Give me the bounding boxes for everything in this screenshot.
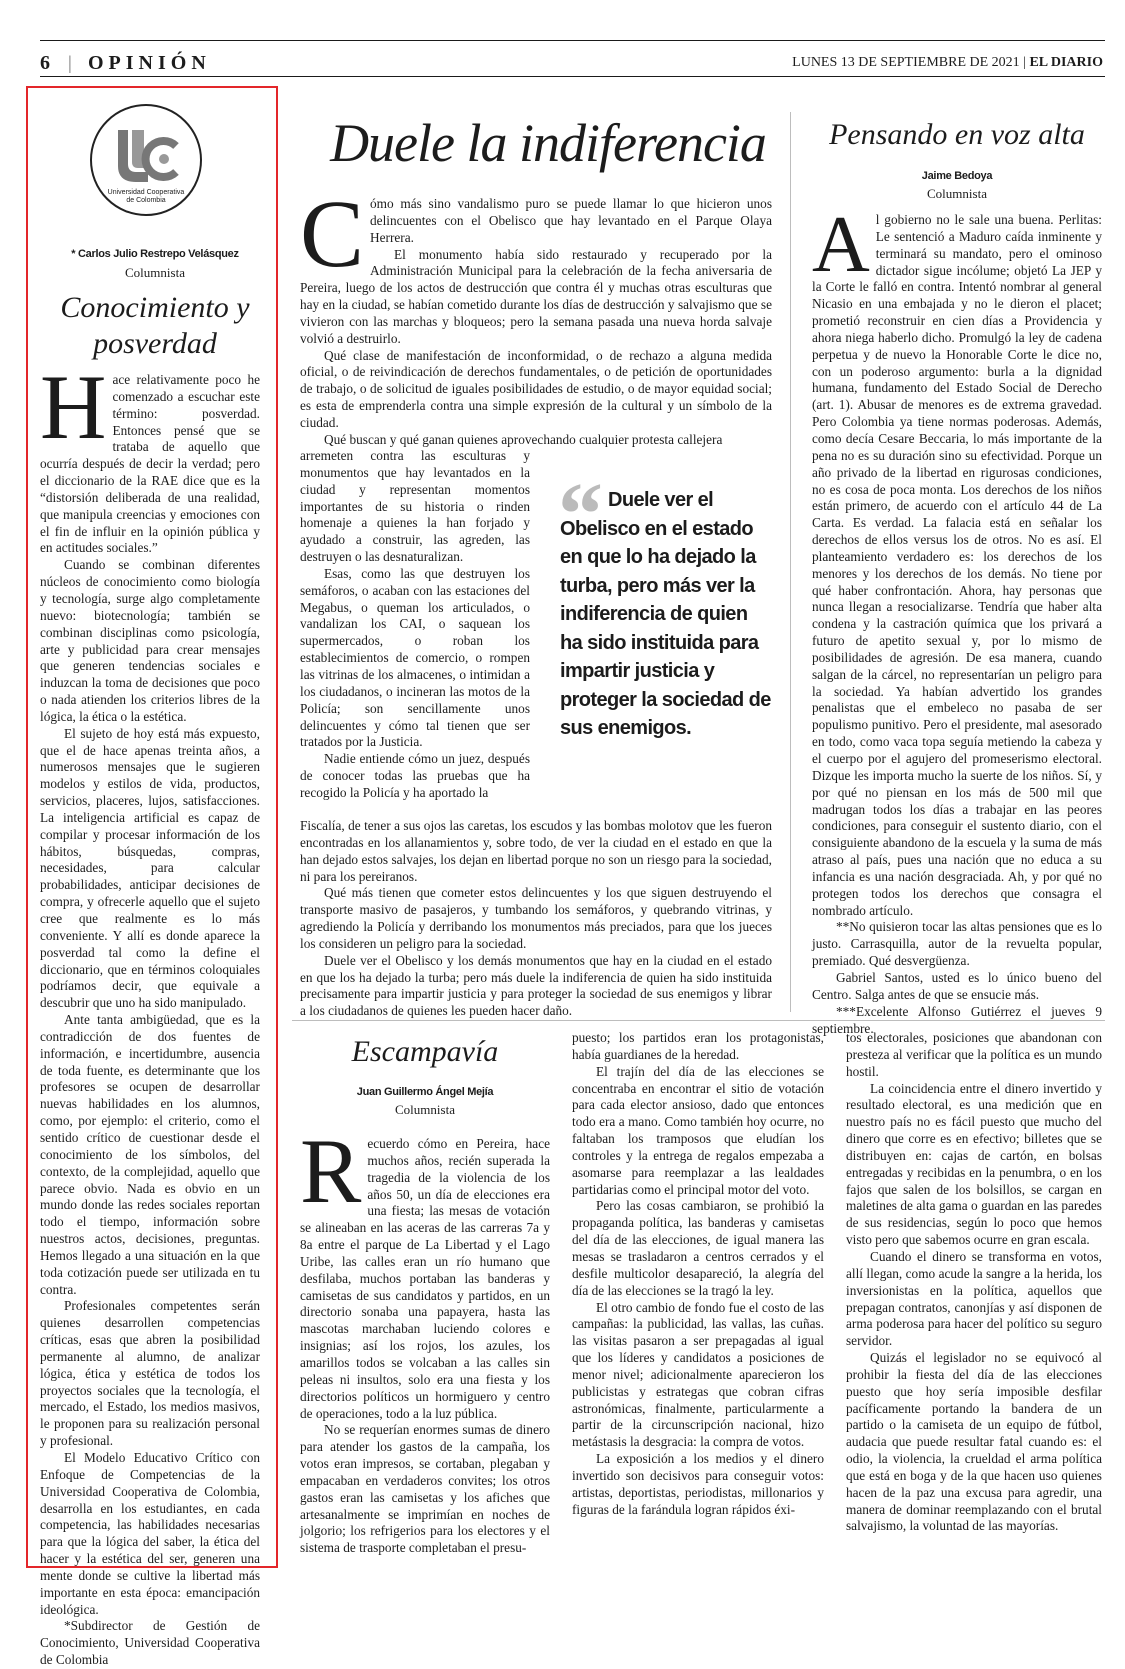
- left-title-line1: Conocimiento y: [60, 291, 250, 324]
- main-dropcap: C: [300, 180, 365, 287]
- main-article-bottom: [300, 818, 772, 1020]
- dateline: [792, 55, 1103, 71]
- bottom-paragraph: La exposición a los medios y el dinero invertido son decisivos para conseguir votos: artistas, deportistas, periodistas, millonarios y figuras de la farándula logran rápidos éxi-: [572, 1451, 824, 1517]
- pull-quote: Duele ver el Obelisco en el estado en que lo ha dejado la turba, pero más ver la indiferencia de quien ha sido instituida para impartir justicia y proteger la sociedad de sus enemigos.: [560, 489, 771, 739]
- right-dropcap: A: [812, 201, 870, 289]
- main-paragraph: Duele ver el Obelisco y los demás monumentos que hay en la ciudad en el estado en que los ha dejado la turba; pero más duele la indiferencia de quien ha sido instituida precisamente para impartir justicia y para proteger la sociedad de sus enemigos y librar a los ciudadanos de quienes les pueden hacer daño.: [300, 952, 772, 1019]
- bottom-col-1: [300, 1120, 550, 1557]
- universidad-cooperativa-logo: [88, 102, 204, 218]
- bottom-paragraph: Cuando el dinero se transforma en votos, allí llegan, como acude la sangre a la herida, los inversionistas en la política, aquellos que prepagan contratos, canonjías y así disponen de arma poderosa para hacer del político su seguro servidor.: [846, 1248, 1102, 1349]
- left-paragraph: Cuando se combinan diferentes núcleos de conocimiento como biología y tecnología, surge algo completamente nuevo: biotecnología; también se combinan disciplinas como psicología, arte y publicidad para crear mensajes que generen tendencias sociales e induzcan la toma de decisiones que poco o nada atienden los criterios libres de la lógica, la ética o la estética.: [40, 557, 260, 724]
- left-paragraph: El sujeto de hoy está más expuesto, que el de hace apenas treinta años, a numerosos mensajes que le sugieren modelos y estilos de vida, productos, servicios, placeres, lujos, satisfacciones. La inteligencia artificial es capaz de compilar y procesar información de los hábitos, búsquedas, compras, necesidades, para calcular probabilidades, anticipar decisiones de compra, y ofrecerle aquello que el sujeto cree que realmente es lo más conveniente. Y allí es donde aparece la posverdad tal como la define el diccionario, que en términos coloquiales podríamos decir, que equivale a descubrir que uno ha sido manipulado.: [40, 725, 260, 1011]
- bottom-paragraph: Quizás el legislador no se equivocó al prohibir la fiesta del día de las elecciones puesto que hoy sería imposible desfilar pacíficamente portando la bandera de un partido o la camiseta de un equipo de fútbol, audacia que puede resultar fatal cuando es: el odio, la violencia, la crueldad el arma política que está en boga y de la que hacen uso quienes hacen de la paz una excusa para agredir, una manera de dominar reemplazando con el brutal salvajismo, la voluntad de las mayorías.: [846, 1350, 1102, 1534]
- main-paragraph: arremeten contra las esculturas y monumentos que hay levantados en la ciudad y representan momentos importantes de su historia o rinden homenaje a quienes la han forjado y ayudado a construir, las agreden, las destruyen o las desnaturalizan.: [300, 448, 530, 565]
- bottom-byline: Juan Guillermo Ángel Mejía: [356, 1086, 494, 1098]
- quote-mark-icon: “: [558, 465, 603, 564]
- main-paragraph: El monumento había sido restaurado y recuperado por la Administración Municipal para la celebración de la fecha aniversaria de Pereira, luego de los actos de destrucción que contra él y muchas otras esculturas que hay en la ciudad, se habían cometido durante los días de destrucción y salvajismo que se vivieron con las marchas y bloqueos; pero la semana pasada una nueva horda salvaje volvió a destruirlo.: [300, 246, 772, 346]
- header-separator: |: [68, 53, 72, 74]
- left-paragraph: El Modelo Educativo Crítico con Enfoque de Competencias de la Universidad Cooperativa de Colombia, desarrolla en los estudiantes, en cada competencia, las habilidades necesarias para que la lógica del saber, la ética del hacer y la estética del ser, generen una mente donde se cultive la libertad más importante en esta época: emancipación ideológica.: [40, 1450, 260, 1617]
- bottom-paragraph: El trajín del día de las elecciones se concentraba en encontrar el sitio de votación para cada elector ansioso, dado que entonces todo era a mano. Como también hoy ocurre, no faltaban los tramposos que eludían los controles y la entrega de regalos empezaba a asomarse para reemplazar a las lealdades partidarias como el principal motor del voto.: [572, 1063, 824, 1197]
- right-article-title: Pensando en voz alta: [829, 118, 1085, 151]
- left-paragraph: ace relativamente poco he comenzado a escuchar este término: posverdad. Entonces pensé que se trataba de aquello que ocurría después de decir la verdad; pero el diccionario de la RAE dice que es la “distorsión deliberada de una realidad, que manipula creencias y emociones con el fin de influir en la opinión pública y en actitudes sociales.”: [40, 372, 260, 556]
- right-paragraph: **No quisieron tocar las altas pensiones que es lo justo. Carrasquilla, autor de la revuelta popular, premiado. Qué desvergüenza.: [812, 919, 1102, 969]
- right-paragraph: l gobierno no le sale una buena. Perlitas: Le sentenció a Maduro caída inminente y terminará su mandato, pero el ominoso dictador sigue incólume; objetó La JEP y la Corte le falló en contra. Intentó nombrar al general Nicasio en una embajada y no le dieron el placet; prometió reconstruir en cien días a Providencia y ahora niega haberlo dicho. Promulgó la ley de cadena perpetua y de nuevo la Honorable Corte le dice no, con un poderoso argumento: burla a la dignidad humana, fundamento del Estado Social de Derecho (art. 1). Abusar de menores es de extrema gravedad. Pero Colombia ya tiene normas poderosas. Además, como decía Cesare Beccaria, lo más importante de la pena no es su duración sino su efectividad. Porque un año privado de la libertad en rigurosas condiciones, no es cosa de poca monta. Los derechos de los niños están primero, de acuerdo con el artículo 44 de La Carta. Es verdad. La falacia está en señalar los derechos de ellos versus los de otros. No es así. El planteamiento verdadero es: los derechos de los menores y los derechos de los demás. No tiene por qué haber confrontación. Ahora, hay personas que nunca llegan a resocializarse. Tendría que haber alta condena y la castración química que los privará a futuro de apetito sexual y, por lo mismo de posibilidades de agresión. De esa manera, cuando salgan de la cárcel, no representarían un peligro para la sociedad. Ya habían advertido los grandes penalistas que el embeleco no pasaba de ser populismo punitivo. Pero el presidente, mal asesorado en todo, como vaca topa seguía metiendo la cabeza y el cuerpo por el agujero del promeserismo electoral. Dizque les importa mucho la suerte de los niños. Sí, y por qué no piensan en los más de 500 mil que madrugan todos los días a trabajar en las peores condiciones, para conseguir el sustento diario, con el consiguiente abandono de la escuela y la suma de más atraso al país, pues una nación que no educa a su infancia es una nación desgraciada. Ah, y por qué no protegen todos los derechos que consagra el nombrado artículo.: [812, 212, 1102, 918]
- left-article-title: [40, 290, 270, 362]
- bottom-col-3: [846, 1030, 1102, 1535]
- bottom-article-title: Escampavía: [351, 1035, 499, 1068]
- right-paragraph: ***Excelente Alfonso Gutiérrez el jueves 9 septiembre.: [812, 1003, 1102, 1036]
- main-paragraph: ómo más sino vandalismo puro se puede llamar lo que hicieron unos delincuentes con el Obelisco que hay levantado en el Parque Olaya Herrera.: [370, 196, 772, 245]
- logo-line1: Universidad Cooperativa: [107, 189, 185, 196]
- bottom-paragraph: tos electorales, posiciones que abandonan con presteza al verificar que la política es un mundo hostil.: [846, 1030, 1102, 1079]
- section-name: OPINIÓN: [88, 52, 211, 74]
- left-article-body: [40, 356, 260, 1669]
- bottom-paragraph: La coincidencia entre el dinero invertido y resultado electoral, es una medición que en nuestro país no es fácil puesto que mucho del dinero que corre es en efectivo; billetes que se distribuyen en: cajas de cartón, en bolsas entregadas y recibidas en la penumbra, o en los fajos que salen de los bolsillos, se cargan en maletines de alta gama o guardan en las paredes de sus residencias, según lo poco que hemos visto pero que sabemos ocurre en gran escala.: [846, 1080, 1102, 1248]
- bottom-col-2: [572, 1030, 824, 1518]
- main-paragraph: Esas, como las que destruyen los semáforos, o acaban con las estaciones del Megabus, o queman los articulados, o vandalizan los CAI, o saquean los supermercados, o roban los establecimientos de comercio, o rompen las vitrinas de los almacenes, o intimidan a los ciudadanos, o incineran las motos de la Policía; son sencillamente unos delincuentes y cómo tal tienen que ser tratados por la Justicia.: [300, 565, 530, 750]
- left-dropcap: H: [40, 356, 107, 458]
- bottom-dropcap: R: [300, 1120, 362, 1222]
- header-rule: [40, 76, 1105, 77]
- right-paragraph: Gabriel Santos, usted es lo único bueno del Centro. Salga antes de que se ensucie más.: [812, 969, 1102, 1002]
- main-paragraph: Qué más tienen que cometer estos delincuentes y los que siguen destruyendo el transporte masivo de pasajeros, y tumbando los semáforos, y quebrando vitrinas, y agrediendo la Policía y derribando los monumentos más preciados, para que los jueces los consideren un peligro para la sociedad.: [300, 885, 772, 951]
- newspaper-name: EL DIARIO: [1029, 55, 1103, 70]
- right-byline: Jaime Bedoya: [921, 170, 993, 182]
- issue-date: LUNES 13 DE SEPTIEMBRE DE 2021: [792, 55, 1020, 70]
- left-byline: * Carlos Julio Restrepo Velásquez: [71, 248, 239, 260]
- main-article-top: [300, 180, 772, 449]
- main-paragraph: Nadie entiende cómo un juez, después de conocer todas las pruebas que ha recogido la Policía y ha aportado la: [300, 751, 530, 800]
- bottom-paragraph: No se requerían enormes sumas de dinero para atender los gastos de la campaña, los votos eran impresos, se cortaban, plegaban y empacaban en verdaderos convites; los otros gastos eran las camisetas y los afiches que artesanalmente se imprimían en noches de jolgorio; los refrigerios para los electores y el sistema de trasporte completaban el presu-: [300, 1422, 550, 1556]
- page-number: 6: [40, 52, 50, 74]
- left-paragraph: Ante tanta ambigüedad, que es la contradicción de dos fuentes de información, e incertidumbre, ausencia de toda fuente, es determinante que los profesores se ocupen de desarrollar nuevas habilidades en los alumnos, como, por ejemplo: el criterio, como el sentido crítico de cuestionar desde el conocimiento de los símbolos, del contexto, de la complejidad, aquello que parece obvio. Nada es obvio en un mundo donde las redes sociales reportan todo el tiempo, información sobre nuestros actos, decisiones, preguntas. Hemos llegado a una situación en la que toda cotización puede ser utilizada en tu contra.: [40, 1012, 260, 1297]
- bottom-paragraph: puesto; los partidos eran los protagonistas, había guardianes de la heredad.: [572, 1030, 824, 1062]
- main-paragraph: Fiscalía, de tener a sus ojos las caretas, los escudos y las bombas molotov que les fueron encontradas en los allanamientos y, sobre todo, de ver la ciudad en el estado en que la han dejado estos salvajes, los dejan en libertad porque no son un riesgo para la sociedad, ni para los pereiranos.: [300, 818, 772, 884]
- logo-icon: [88, 102, 204, 218]
- column-divider: [790, 112, 791, 1012]
- bottom-paragraph: Pero las cosas cambiaron, se prohibió la propaganda política, las banderas y camisetas del día de las elecciones, de igual manera las mesas se trasladaron a centros cerrados y el desfile multicolor desapareció, la alegría del día de las elecciones se la tragó la ley.: [572, 1198, 824, 1298]
- left-footnote: *Subdirector de Gestión de Conocimiento, Universidad Cooperativa de Colombia: [40, 1618, 260, 1668]
- main-paragraph: Qué clase de manifestación de inconformidad, o de rechazo a alguna medida oficial, o de reivindicación de derechos fundamentales, o de petición de oportunidades de trabajo, o de solicitud de iguales posibilidades de estudio, o de mayor equidad social; es esta de emprenderla contra una simple expresión de la cultural y un símbolo de la ciudad.: [300, 347, 772, 430]
- bottom-paragraph: El otro cambio de fondo fue el costo de las campañas: la publicidad, las vallas, las cuñas. las visitas pasaron a ser prepagadas al igual que los líderes y candidatos a posiciones de menor nivel; adicionalmente aparecieron los publicistas y estrategas que cobran cifras astronómicas, finalmente, particularmente a partir de la circunscripción nacional, hizo metástasis la desgracia: la compra de votos.: [572, 1299, 824, 1450]
- left-role: Columnista: [125, 265, 185, 280]
- left-title-line2: posverdad: [93, 327, 217, 360]
- left-paragraph: Profesionales competentes serán quienes desarrollen competencias críticas, esas que abren la posibilidad permanente al alumno, de analizar lógica, ética y estética de todos los proyectos sociales que la tecnología, el mercado, el Estado, los medios masivos, le proponen para su realización personal y profesional.: [40, 1298, 260, 1449]
- dateline-separator: |: [1023, 55, 1026, 70]
- right-article-body: [812, 201, 1102, 1037]
- bottom-paragraph: ecuerdo cómo en Pereira, hace muchos años, recién superada la tragedia de la violencia de los años 50, un día de elecciones era una fiesta; las mesas de votación se alineaban en las aceras de las carreras 7a y 8a entre el parque de La Libertad y el Lago Uribe, las calles eran un río humano que desfilaba, muchos portaban las banderas y camisetas de sus candidatos y partidos, en un directorio sonaba una papayera, hasta las mascotas marchaban luciendo colores e insignias; así los rojos, los azules, los amarillos todos se volcaban a las calles sin peleas ni insultos, solo era una fiesta y los directorios políticos un hormiguero y centro de operaciones, todo a la luz pública.: [300, 1136, 550, 1421]
- main-article-title: Duele la indiferencia: [330, 113, 766, 173]
- logo-line2: de Colombia: [126, 197, 166, 204]
- main-paragraph: Qué buscan y qué ganan quienes aprovechando cualquier protesta callejera: [324, 431, 723, 447]
- bottom-role: Columnista: [395, 1102, 455, 1117]
- section-divider: [292, 1020, 1105, 1021]
- top-rule: [40, 40, 1105, 41]
- main-article-mid: [300, 448, 530, 802]
- right-role: Columnista: [927, 186, 987, 201]
